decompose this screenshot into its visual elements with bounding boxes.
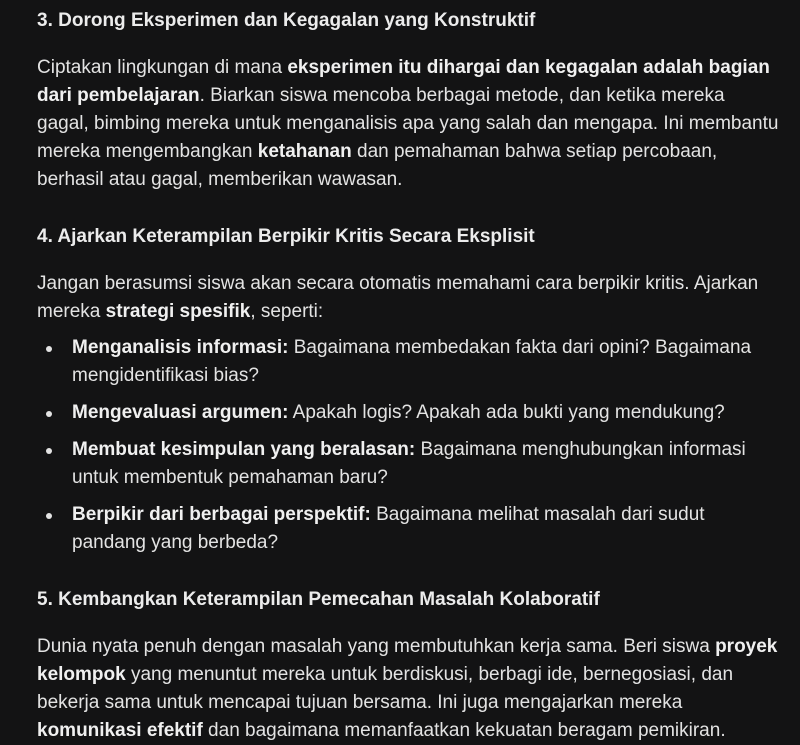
section-heading: 4. Ajarkan Keterampilan Berpikir Kritis Secara Eksplisit [37, 226, 535, 247]
strategy-list [37, 334, 780, 557]
list-item: Menganalisis informasi: Bagaimana membedakan fakta dari opini? Bagaimana mengidentifikasi bias? [37, 334, 780, 390]
section-paragraph: Dunia nyata penuh dengan masalah yang membutuhkan kerja sama. Beri siswa proyek kelompok yang menuntut mereka untuk berdiskusi, berbagi ide, bernegosiasi, dan bekerja sama untuk mencapai tujuan bersama. Ini juga mengajarkan mereka komunikasi efektif dan bagaimana memanfaatkan kekuatan beragam pemikiran. [37, 636, 778, 741]
list-item: Mengevaluasi argumen: Apakah logis? Apakah ada bukti yang mendukung? [37, 399, 780, 427]
bullet-dot-icon [46, 346, 52, 352]
list-item: Membuat kesimpulan yang beralasan: Bagaimana menghubungkan informasi untuk membentuk pemahaman baru? [37, 436, 780, 492]
emphasis: ketahanan [257, 141, 352, 162]
section-heading: 5. Kembangkan Keterampilan Pemecahan Masalah Kolaboratif [37, 589, 600, 610]
bullet-dot-icon [46, 513, 52, 519]
bullet-dot-icon [46, 411, 52, 417]
section-paragraph: Ciptakan lingkungan di mana eksperimen itu dihargai dan kegagalan adalah bagian dari pembelajaran. Biarkan siswa mencoba berbagai metode, dan ketika mereka gagal, bimbing mereka untuk menganalisis apa yang salah dan mengapa. Ini membantu mereka mengembangkan ketahanan dan pemahaman bahwa setiap percobaan, berhasil atau gagal, memberikan wawasan. [37, 57, 779, 190]
emphasis: proyek kelompok [37, 636, 778, 685]
emphasis: komunikasi efektif [37, 720, 203, 741]
list-item: Berpikir dari berbagai perspektif: Bagaimana melihat masalah dari sudut pandang yang berbeda? [37, 501, 780, 557]
bullet-dot-icon [46, 448, 52, 454]
section-heading: 3. Dorong Eksperimen dan Kegagalan yang Konstruktif [37, 10, 536, 31]
section-paragraph: Jangan berasumsi siswa akan secara otomatis memahami cara berpikir kritis. Ajarkan mereka strategi spesifik, seperti: [37, 273, 759, 322]
emphasis: eksperimen itu dihargai dan kegagalan adalah bagian dari pembelajaran [37, 57, 770, 106]
emphasis: strategi spesifik [105, 301, 251, 322]
